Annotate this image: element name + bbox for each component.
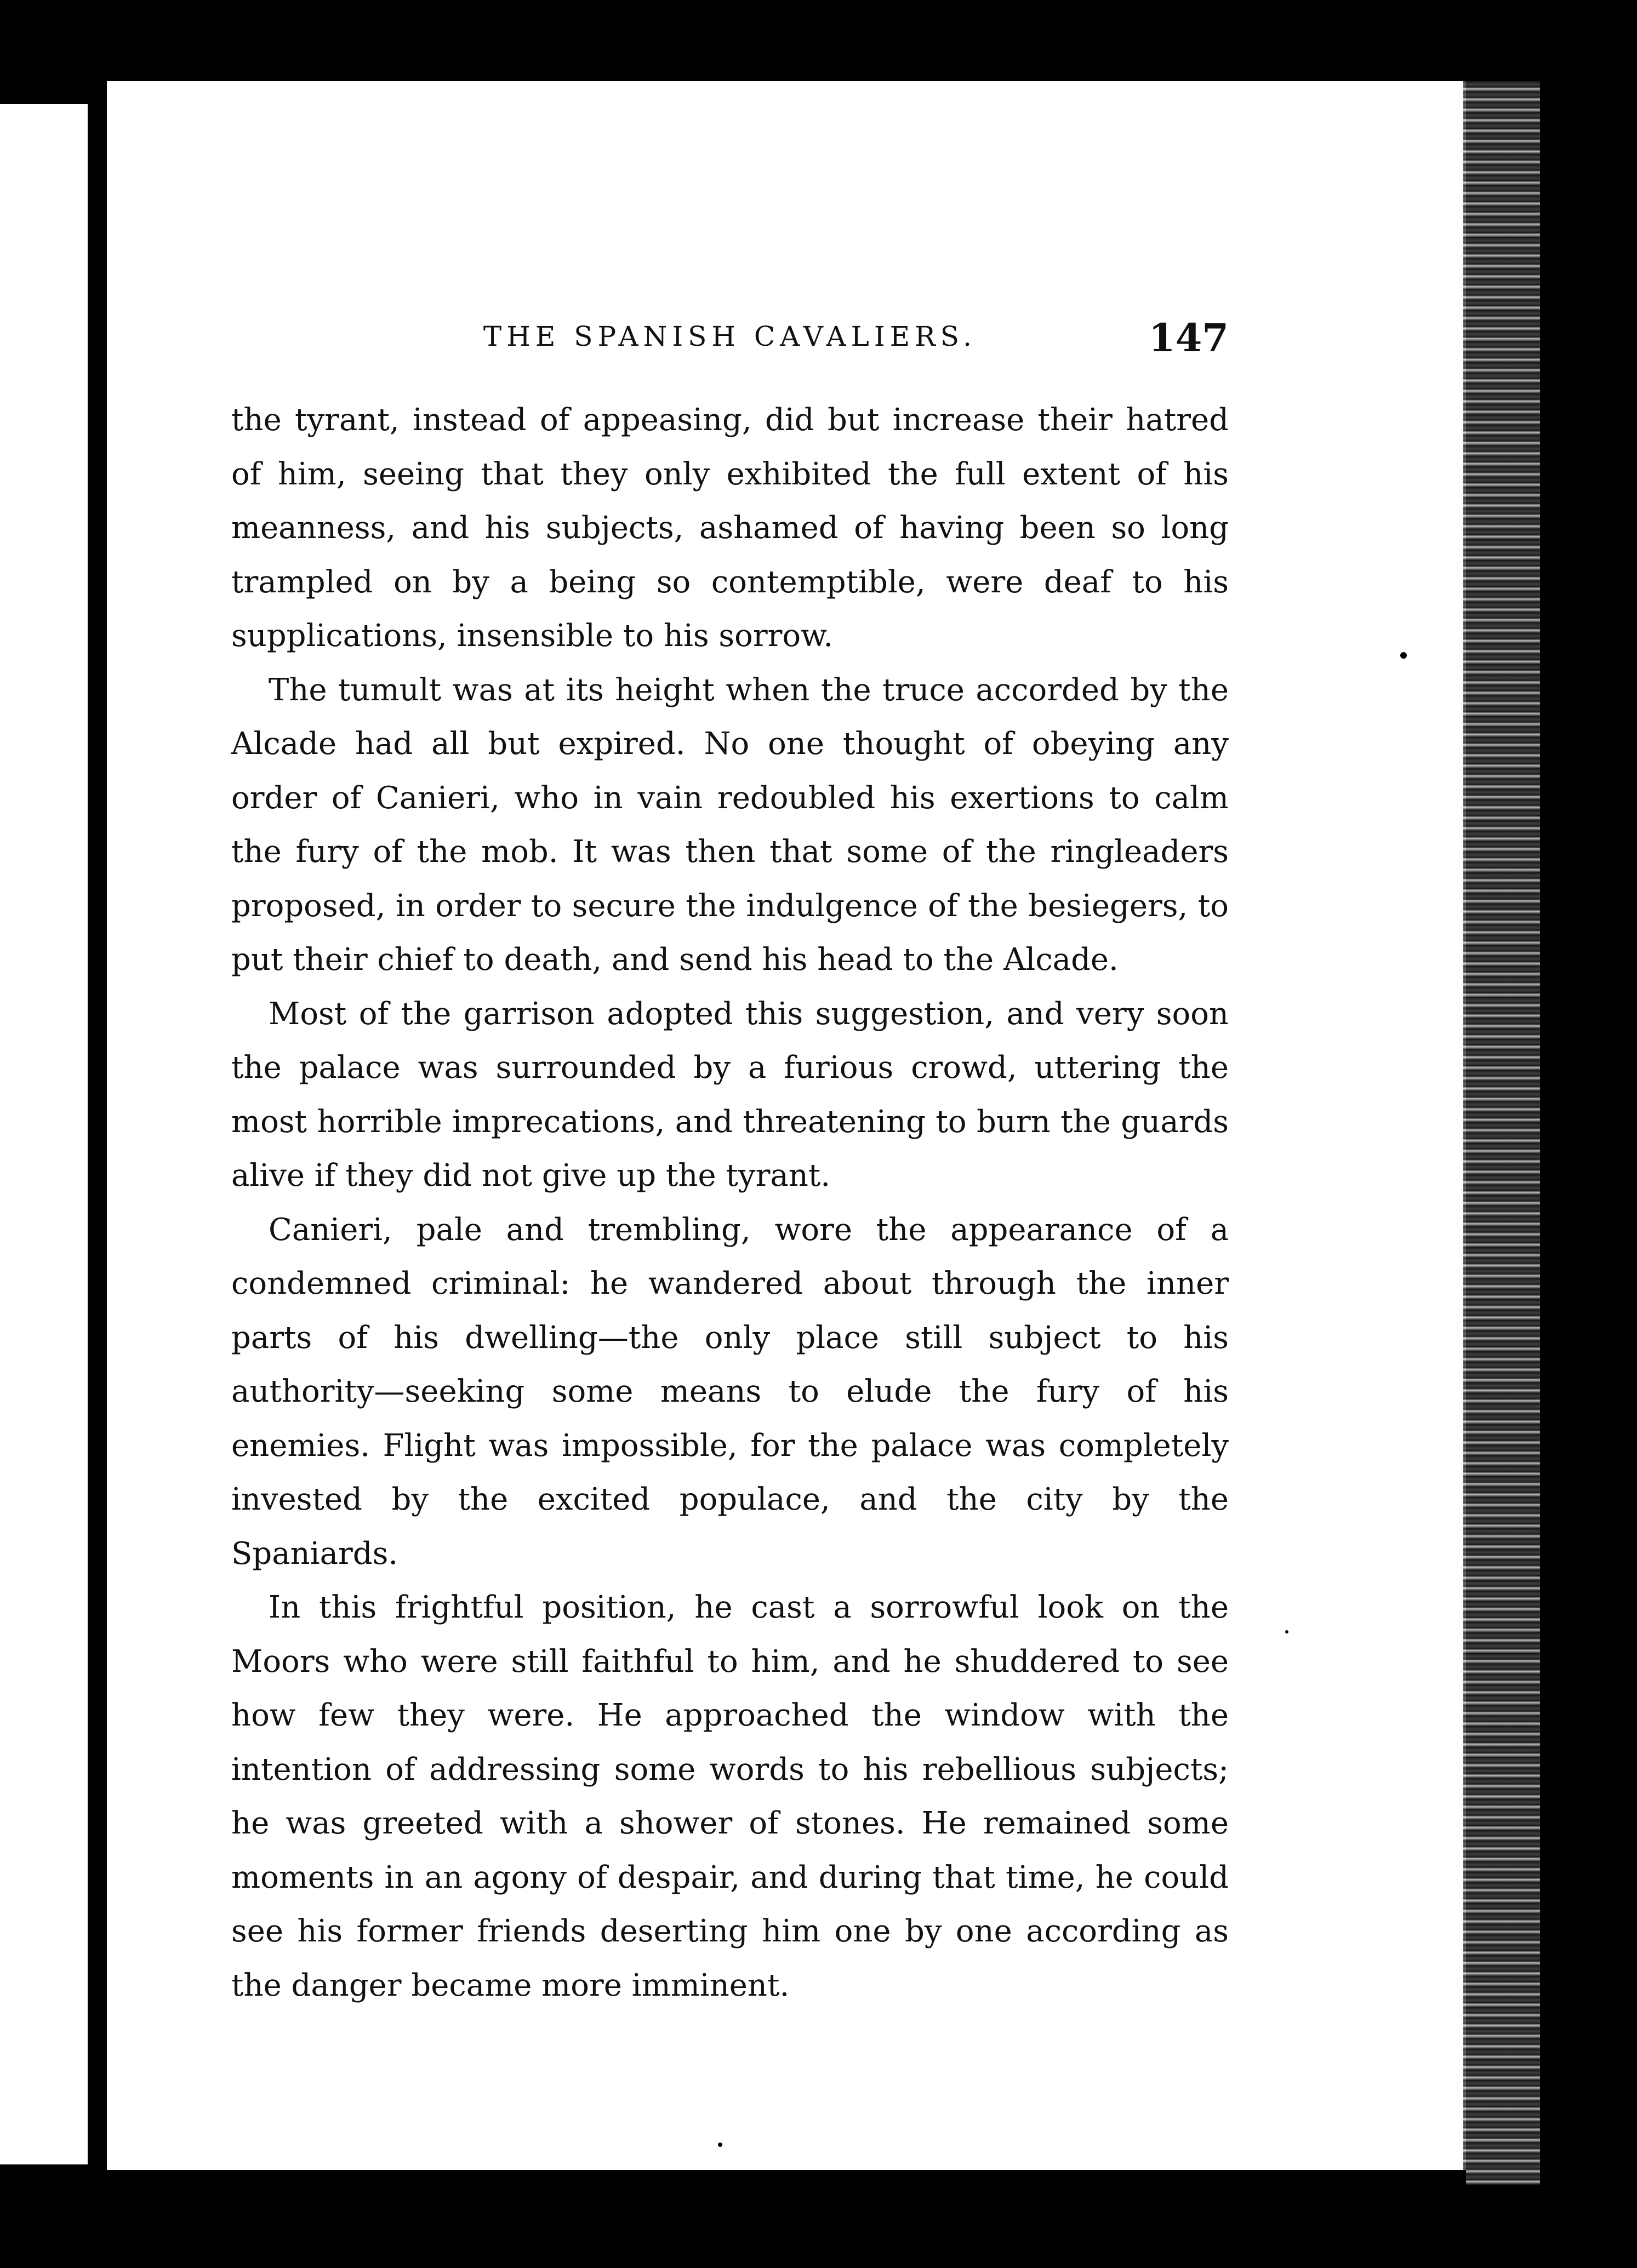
ink-speck — [1285, 1630, 1288, 1633]
paragraph-3: Most of the garrison adopted this suggestion, and very soon the palace was surrounded by a furious crowd, uttering the most horrible imprecations, and threatening to burn the guards alive if they did not give up the tyrant. — [231, 996, 1229, 1193]
page-number: 147 — [1148, 315, 1229, 361]
running-head — [231, 315, 1229, 370]
ink-speck — [1400, 652, 1407, 659]
paragraph-5: In this frightful position, he cast a sorrowful look on the Moors who were still faithful to him, and he shuddered to see how few they were. He approached the window with the intention of addressing some words to his rebellious subjects; he was greeted with a shower of stones. He remained some moments in an agony of despair, and during that time, he could see his former friends deserting him one by one according as the danger became more imminent. — [231, 1590, 1229, 2003]
scan-left-border — [88, 104, 109, 2186]
paragraph-1: the tyrant, instead of appeasing, did but increase their hatred of him, seeing that they only exhibited the full extent of his meanness, and his subjects, ashamed of having been so long trampled on by a being so contemptible, were deaf to his supplications, insensible to his sorrow. — [231, 402, 1229, 654]
paragraph-2: The tumult was at its height when the truce accorded by the Alcade had all but expired. No one thought of obeying any order of Canieri, who in vain redoubled his exertions to calm the fury of the mob. It was then that some of the ringleaders proposed, in order to secure the indulgence of the besiegers, to put their chief to death, and send his head to the Alcade. — [231, 672, 1229, 978]
ink-speck — [718, 2143, 722, 2147]
body-text — [231, 393, 1229, 2013]
scan-left-margin — [0, 104, 88, 2164]
scan-bottom-border — [107, 2170, 1466, 2185]
page-edge-shadow — [1463, 81, 1540, 2185]
running-title: THE SPANISH CAVALIERS. — [483, 321, 977, 352]
paragraph-4: Canieri, pale and trembling, wore the appearance of a condemned criminal: he wandered about through the inner parts of his dwelling—the only place still subject to his authority—seeking some means to elude the fury of his enemies. Flight was impossible, for the palace was completely invested by the excited populace, and the city by the Spaniards. — [231, 1212, 1229, 1572]
